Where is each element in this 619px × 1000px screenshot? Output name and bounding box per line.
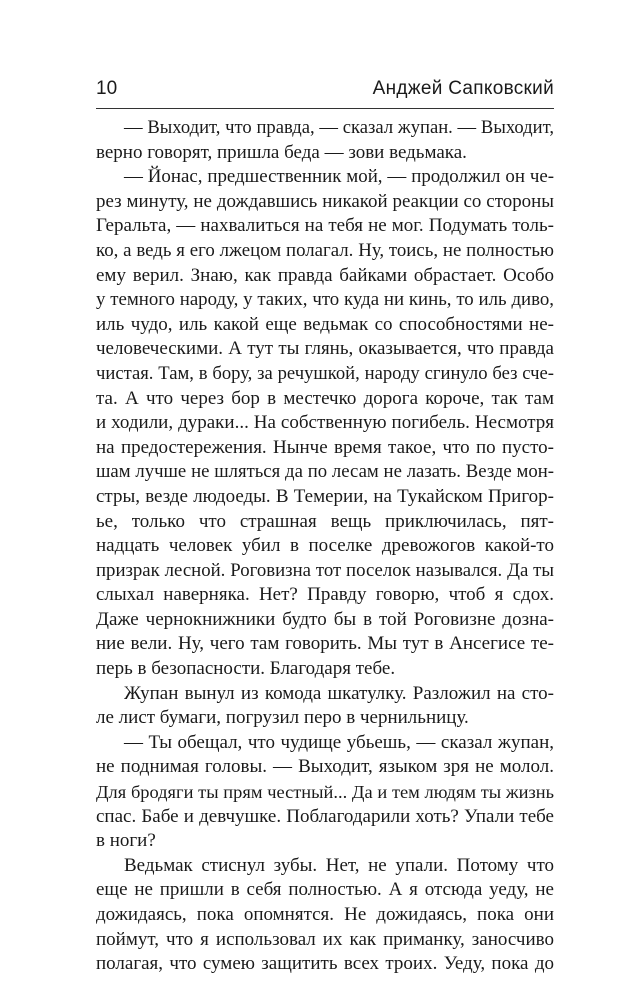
text-line: — Выходит, что правда, — сказал жупан. — Выходит, <box>124 117 554 138</box>
header-rule <box>96 108 554 109</box>
page-header <box>96 78 554 106</box>
running-title: Анджей Сапковский <box>372 78 554 99</box>
text-line: верно говорят, пришла беда — зови ведьмака. <box>96 141 467 163</box>
text-line: Для бродяги ты прям честный... Да и тем людям ты жизнь <box>96 782 554 803</box>
text-line: стры, везде людоеды. В Темерии, на Тукайском Пригор- <box>96 485 554 507</box>
text-line: дожидаясь, пока опомнятся. Не дожидаясь, пока они <box>96 904 554 925</box>
text-line: иль чудо, иль какой еще ведьмак со способностями не- <box>96 313 554 335</box>
page-number: 10 <box>96 78 118 99</box>
text-line: призрак лесной. Роговизна тот поселок назывался. Да ты <box>96 559 554 581</box>
text-line: надцать человек убил в поселке древожогов какой-то <box>96 535 554 557</box>
text-line: — Ты обещал, что чудище убьешь, — сказал жупан, <box>124 731 554 753</box>
text-line: человеческими. А тут ты глянь, оказывается, что правда <box>96 338 554 360</box>
text-line: ко, а ведь я его лжецом полагал. Ну, тоись, не полностью <box>96 239 554 261</box>
text-line: в ноги? <box>96 830 156 852</box>
text-line: на предостережения. Нынче время такое, что по пусто- <box>96 436 554 458</box>
text-line: слыхал наверняка. Нет? Правду говорю, чтоб я сдох. <box>96 584 554 606</box>
text-line: — Йонас, предшественник мой, — продолжил он че- <box>124 166 554 188</box>
text-line: не поднимая головы. — Выходит, языком зря не молол. <box>96 756 554 778</box>
text-line: рез минуту, не дождавшись никакой реакции со стороны <box>96 190 554 212</box>
text-line: ние вели. Ну, чего там говорить. Мы тут в Ансегисе те- <box>96 633 554 655</box>
text-line: и ходили, дураки... На собственную погибель. Несмотря <box>96 412 554 434</box>
text-line: ему верил. Знаю, как правда байками обрастает. Особо <box>96 264 554 286</box>
text-line: полагая, что сумею защитить всех троих. Уеду, пока до <box>96 953 554 975</box>
body-text <box>96 116 554 977</box>
text-line: у темного народу, у таких, что куда ни кинь, то иль диво, <box>96 289 554 311</box>
text-line: перь в безопасности. Благодаря тебе. <box>96 658 396 680</box>
text-line: чистая. Там, в бору, за речушкой, народу сгинуло без сче- <box>96 362 554 384</box>
text-line: ье, только что страшная вещь приключилась, пят- <box>96 510 554 532</box>
text-line: Даже чернокнижники будто бы в той Роговизне дозна- <box>96 608 554 630</box>
text-line: Ведьмак стиснул зубы. Нет, не упали. Потому что <box>124 854 554 876</box>
text-line: ле лист бумаги, погрузил перо в чернильницу. <box>96 707 469 729</box>
text-line: Жупан вынул из комода шкатулку. Разложил на сто- <box>124 682 554 704</box>
text-line: Геральта, — нахвалиться на тебя не мог. Подумать толь- <box>96 215 554 237</box>
text-line: еще не пришли в себя полностью. А я отсюда уеду, не <box>96 879 554 901</box>
text-line: спас. Бабе и девчушке. Поблагодарили хоть? Упали тебе <box>96 805 554 827</box>
text-line: та. А что через бор в местечко дорога короче, так там <box>96 387 554 409</box>
text-line: шам лучше не шляться да по лесам не лазать. Везде мон- <box>96 461 554 483</box>
text-line: поймут, что я использовал их как приманку, заносчиво <box>96 928 554 950</box>
